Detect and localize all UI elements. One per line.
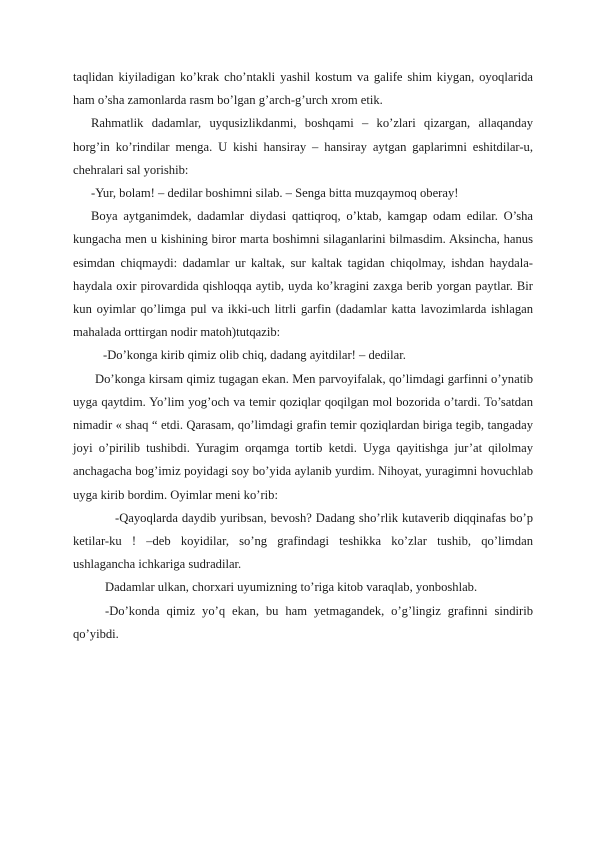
paragraph-7: -Qayoqlarda daydib yuribsan, bevosh? Dadang sho’rlik kutaverib diqqinafas bo’p ketilar-ku ! –deb koyidilar, so’ng grafindagi teshikka ko’zlar tushib, qo’limdan ushlagancha ichkariga sudradilar. [73,510,533,572]
paragraph-4: Boya aytganimdek, dadamlar diydasi qattiqroq, o’ktab, kamgap odam edilar. O’sha kungacha men u kishining biror marta boshimni silaganlarini bilmasdim. Aksincha, hanus esimdan chiqmaydi: dadamlar ur kaltak, sur kaltak tagidan chiqolmay, ishdan haydala-haydala oxir pirovardida qishloqqa aytib, uyda ko’kragini zaxga berib yorgan paytlar. Bir kun oyimlar qo’limga pul va ikki-uch litrli garfin (dadamlar katta lavozimlarda ishlagan mahalada orttirgan nodir matoh)tutqazib: [73,209,533,340]
paragraph-3: -Yur, bolam! – dedilar boshimni silab. – Senga bitta muzqaymoq oberay! [91,186,459,201]
paragraph-8: Dadamlar ulkan, chorxari uyumizning to’riga kitob varaqlab, yonboshlab. [105,580,478,595]
paragraph-9: -Do’konda qimiz yo’q ekan, bu ham yetmagandek, o’g’lingiz grafinni sindirib qo’yibdi. [73,603,533,641]
paragraph-1: taqlidan kiyiladigan ko’krak cho’ntakli yashil kostum va galife shim kiygan, oyoqlarida ham o’sha zamonlarda rasm bo’lgan g’arch-g’urch xrom etik. [73,70,533,108]
paragraph-6: Do’konga kirsam qimiz tugagan ekan. Men parvoyifalak, qo’limdagi garfinni o’ynatib uyga qaytdim. Yo’lim yog’och va temir qoziqlar qoqilgan mol bozorida o’tardi. To’satdan nimadir « shaq “ etdi. Qarasam, qo’limdagi grafin temir qoziqlardan biriga tegib, tangaday joyi o’pirilib tushibdi. Yuragim orqamga tortib ketdi. Uyga qayitishga jur’at qilolmay anchagacha bog’imiz poyidagi soy bo’yida aylanib yurdim. Nihoyat, yuragimni hovuchlab uyga kirib bordim. Oyimlar meni ko’rib: [73,371,533,502]
paragraph-2: Rahmatlik dadamlar, uyqusizlikdanmi, boshqami – ko’zlari qizargan, allaqanday horg’in ko’rindilar menga. U kishi hansiray – hansiray aytgan gaplarimni eshitdilar-u, chehralari sal yorishib: [73,116,533,177]
paragraph-5: -Do’konga kirib qimiz olib chiq, dadang ayitdilar! – dedilar. [103,348,406,363]
document-body [73,66,533,646]
